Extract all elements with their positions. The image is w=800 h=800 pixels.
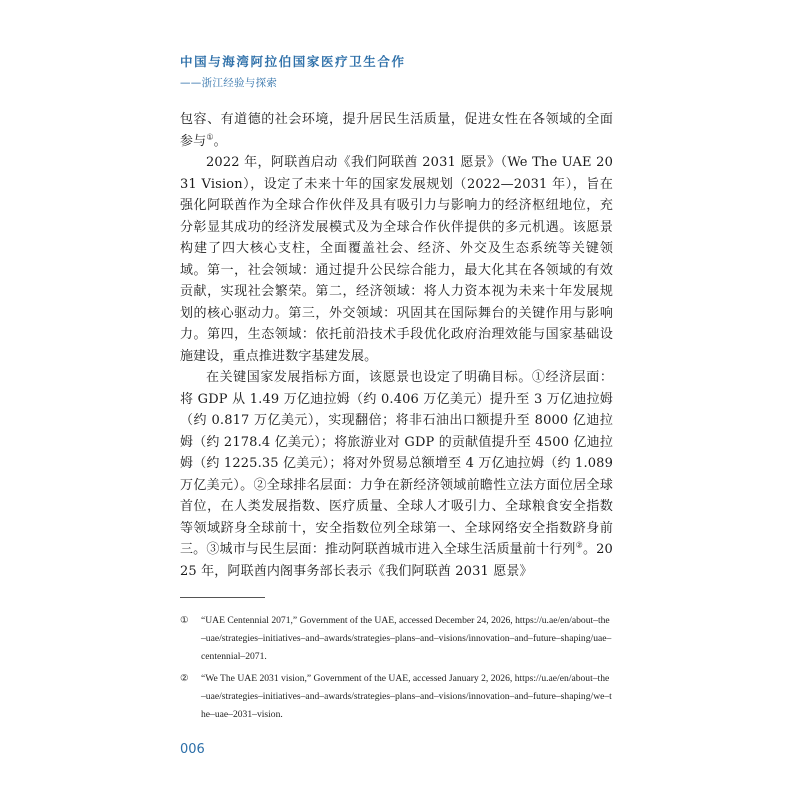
paragraph-2: 2022 年，阿联酋启动《我们阿联酋 2031 愿景》（We The UAE 2031 Vision），设定了未来十年的国家发展规划（2022—2031 年），旨在强化阿联酋作为全球合作伙伴及具有吸引力与影响力的经济枢纽地位，充分彰显其成功的经济发展模式及为全球合作伙伴提供的多元机遇。该愿景构建了四大核心支柱，全面覆盖社会、经济、外交及生态系统等关键领域。第一，社会领域：通过提升公民综合能力，最大化其在各领域的有效贡献，实现社会繁荣。第二，经济领域：将人力资本视为未来十年发展规划的核心驱动力。第三，外交领域：巩固其在国际舞台的关键作用与影响力。第四，生态领域：依托前沿技术手段优化政府治理效能与国家基础设施建设，重点推进数字基建发展。 — [180, 155, 613, 364]
footnote-marker: ① — [180, 615, 189, 626]
footnote-ref-1[interactable]: ① — [206, 132, 214, 142]
paragraph-1-text: 包容、有道德的社会环境，提升居民生活质量，促进女性在各领域的全面参与 — [180, 112, 613, 149]
paragraph-3 — [180, 367, 613, 582]
footnote-2 — [180, 670, 613, 724]
main-text — [180, 109, 613, 582]
paragraph-3-text: 在关键国家发展指标方面，该愿景也设定了明确目标。①经济层面：将 GDP 从 1.49 万亿迪拉姆（约 0.406 万亿美元）提升至 3 万亿迪拉姆（约 0.817 万亿美元），实现翻倍；将非石油出口额提升至 8000 亿迪拉姆（约 2178.4 亿美元）；将旅游业对 GDP 的贡献值提升至 4500 亿迪拉姆（约 1225.35 亿美元）；将对外贸易总额增至 4 万亿迪拉姆（约 1.089 万亿美元）。②全球排名层面：力争在新经济领域前瞻性立法方面位居全球首位，在人类发展指数、医疗质量、全球人才吸引力、全球粮食安全指数等领域跻身全球前十，安全指数位列全球第一、全球网络安全指数跻身前三。③城市与民生层面：推动阿联酋城市进入全球生活质量前十行列 — [180, 370, 613, 557]
book-subtitle: ——浙江经验与探索 — [180, 77, 278, 89]
paragraph-1-end: 。 — [213, 133, 227, 149]
paragraph-3-end: 。2025 年，阿联酋内阁事务部长表示《我们阿联酋 2031 愿景》 — [180, 542, 613, 579]
book-title: 中国与海湾阿拉伯国家医疗卫生合作 — [180, 54, 406, 69]
footnote-text: “UAE Centennial 2071,” Government of the UAE, accessed December 24, 2026, https://u.ae/en/about–the–uae/strategies–initiatives–and–awards/strategies–plans–and–visions/innovation–and–future–shaping/uae–centennial–2071. — [201, 615, 612, 662]
running-header — [180, 52, 406, 90]
footnotes — [180, 612, 613, 728]
page-number: 006 — [180, 742, 205, 757]
footnote-text: “We The UAE 2031 vision,” Government of the UAE, accessed January 2, 2026, https://u.ae/en/about–the–uae/strategies–initiatives–and–awards/strategies–plans–and–visions/innovation–and–future–shaping/we–the–uae–2031–vision. — [201, 673, 612, 720]
footnote-marker: ② — [180, 673, 189, 684]
footnote-divider — [180, 597, 265, 598]
footnote-ref-2[interactable]: ② — [575, 540, 583, 550]
footnote-1 — [180, 612, 613, 666]
paragraph-1 — [180, 109, 613, 152]
